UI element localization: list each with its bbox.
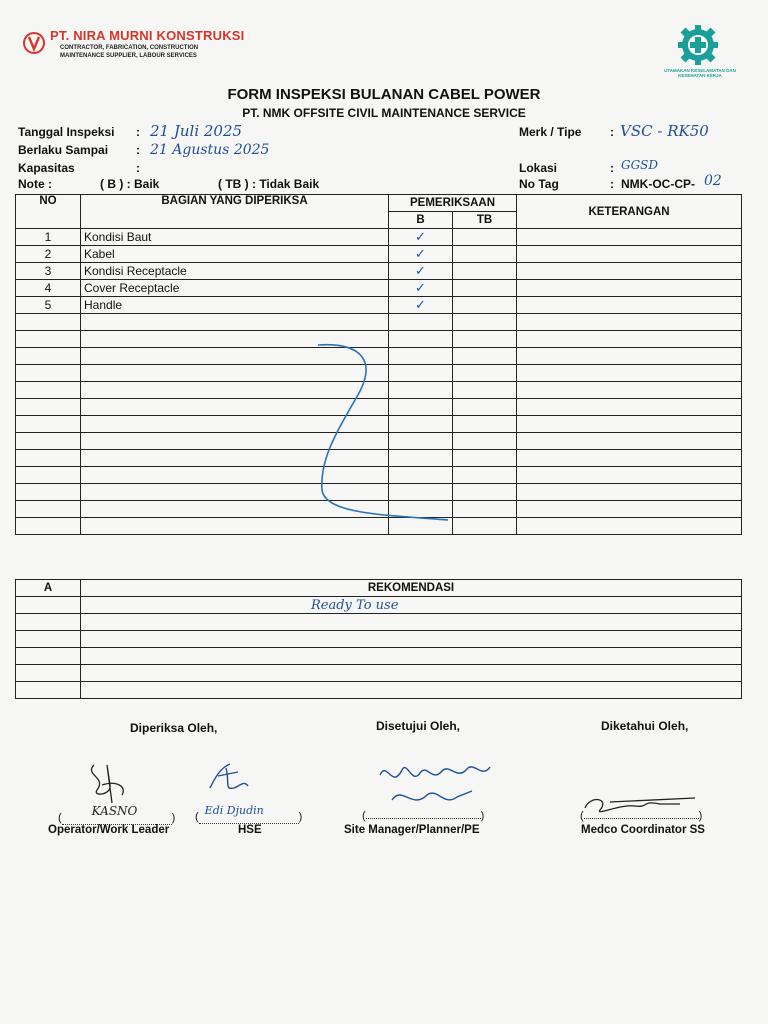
tanggal-label: Tanggal Inspeksi — [18, 125, 115, 139]
operator-name: KASNO — [91, 804, 138, 818]
empty-cell — [16, 450, 81, 467]
col-pemeriksaan-header: PEMERIKSAAN — [389, 195, 517, 212]
merk-label: Merk / Tipe — [519, 125, 582, 139]
colon: : — [610, 177, 614, 191]
row-item: Kondisi Receptacle — [81, 263, 389, 280]
row-no: 2 — [16, 246, 81, 263]
row-no: 1 — [16, 229, 81, 246]
empty-cell — [16, 501, 81, 518]
empty-cell — [81, 631, 742, 648]
table-row-empty — [16, 665, 742, 682]
role-medco: Medco Coordinator SS — [581, 824, 705, 836]
empty-cell — [81, 682, 742, 699]
empty-cell — [453, 348, 517, 365]
company-logo-icon — [22, 28, 46, 58]
empty-cell — [16, 665, 81, 682]
colon: : — [136, 161, 140, 175]
empty-cell — [16, 614, 81, 631]
empty-cell — [517, 433, 742, 450]
note-label: Note : — [18, 177, 52, 191]
row-keterangan — [517, 280, 742, 297]
tanggal-value: 21 Juli 2025 — [150, 122, 243, 140]
empty-cell — [517, 484, 742, 501]
company-name: PT. NIRA MURNI KONSTRUKSI — [50, 28, 245, 43]
operator-signature-icon — [82, 755, 142, 810]
colon: : — [136, 125, 140, 139]
col-b-header: B — [389, 212, 453, 229]
empty-cell — [517, 467, 742, 484]
empty-cell — [517, 399, 742, 416]
rekomendasi-cell-a — [16, 597, 81, 614]
form-title: FORM INSPEKSI BULANAN CABEL POWER — [227, 86, 541, 103]
row-no: 4 — [16, 280, 81, 297]
check-mark: ✓ — [389, 263, 453, 280]
empty-cell — [517, 382, 742, 399]
row-tb — [453, 280, 517, 297]
colon: : — [610, 125, 614, 139]
col-no-header: NO — [16, 195, 81, 229]
row-no: 5 — [16, 297, 81, 314]
row-tb — [453, 263, 517, 280]
empty-cell — [16, 484, 81, 501]
empty-cell — [16, 331, 81, 348]
role-site-manager: Site Manager/Planner/PE — [344, 824, 480, 836]
empty-cell — [453, 331, 517, 348]
empty-cell — [16, 518, 81, 535]
empty-cell — [16, 365, 81, 382]
empty-cell — [16, 648, 81, 665]
row-item: Cover Receptacle — [81, 280, 389, 297]
empty-cell — [453, 314, 517, 331]
operator-name-line: ( KASNO ) — [58, 804, 176, 824]
table-row — [16, 263, 742, 280]
form-subtitle: PT. NMK OFFSITE CIVIL MAINTENANCE SERVICE — [242, 106, 526, 120]
row-no: 3 — [16, 263, 81, 280]
empty-cell — [517, 501, 742, 518]
empty-cell — [453, 433, 517, 450]
table-row-empty — [16, 614, 742, 631]
table-row — [16, 597, 742, 614]
role-operator: Operator/Work Leader — [48, 824, 170, 836]
row-tb — [453, 246, 517, 263]
empty-cell — [453, 450, 517, 467]
empty-cell — [81, 314, 389, 331]
row-item: Kabel — [81, 246, 389, 263]
check-mark: ✓ — [389, 297, 453, 314]
company-tagline-2: MAINTENANCE SUPPLIER, LABOUR SERVICES — [60, 53, 197, 59]
row-tb — [453, 297, 517, 314]
rekomendasi-table — [15, 579, 742, 699]
rekomendasi-rows — [16, 597, 742, 699]
empty-cell — [16, 682, 81, 699]
site-manager-signature-icon — [372, 755, 497, 815]
role-hse: HSE — [238, 824, 262, 836]
lokasi-value: GGSD — [621, 158, 659, 172]
empty-cell — [16, 631, 81, 648]
empty-cell — [453, 399, 517, 416]
kapasitas-label: Kapasitas — [18, 161, 75, 175]
berlaku-value: 21 Agustus 2025 — [150, 142, 270, 158]
table-row-empty — [16, 682, 742, 699]
empty-cell — [453, 365, 517, 382]
k3-gear-cross-icon — [664, 22, 732, 70]
table-row — [16, 297, 742, 314]
merk-value: VSC - RK50 — [620, 122, 709, 140]
note-baik: ( B ) : Baik — [100, 177, 160, 191]
check-mark: ✓ — [389, 229, 453, 246]
berlaku-label: Berlaku Sampai — [18, 143, 109, 157]
colon: : — [610, 161, 614, 175]
row-tb — [453, 229, 517, 246]
col-tb-header: TB — [453, 212, 517, 229]
lokasi-label: Lokasi — [519, 161, 558, 175]
site-manager-name-line: ( ) — [362, 810, 485, 822]
empty-cell — [16, 348, 81, 365]
empty-cell — [16, 314, 81, 331]
handwritten-strike-mark — [300, 340, 460, 530]
empty-cell — [453, 382, 517, 399]
medco-name-line: ( ) — [580, 810, 703, 822]
empty-cell — [517, 365, 742, 382]
rekomendasi-a-header: A — [16, 580, 81, 597]
empty-cell — [453, 501, 517, 518]
table-row-empty — [16, 314, 742, 331]
diketahui-oleh-label: Diketahui Oleh, — [601, 719, 689, 733]
empty-cell — [453, 484, 517, 501]
table-row-empty — [16, 648, 742, 665]
empty-cell — [16, 382, 81, 399]
note-tidak-baik: ( TB ) : Tidak Baik — [218, 177, 320, 191]
notag-prefix: NMK-OC-CP- — [621, 177, 695, 191]
empty-cell — [16, 433, 81, 450]
check-mark: ✓ — [389, 280, 453, 297]
row-item: Kondisi Baut — [81, 229, 389, 246]
table-row — [16, 229, 742, 246]
row-keterangan — [517, 263, 742, 280]
check-mark: ✓ — [389, 246, 453, 263]
col-keterangan-header: KETERANGAN — [517, 195, 742, 229]
rekomendasi-text: Ready To use — [81, 597, 742, 614]
empty-cell — [517, 348, 742, 365]
empty-cell — [517, 314, 742, 331]
rekomendasi-header: REKOMENDASI — [81, 580, 742, 597]
notag-label: No Tag — [519, 177, 559, 191]
hse-name: Edi Djudin — [204, 804, 264, 817]
notag-number: 02 — [704, 173, 722, 189]
empty-cell — [517, 450, 742, 467]
hse-name-line: ( Edi Djudin ) — [195, 804, 303, 823]
disetujui-oleh-label: Disetujui Oleh, — [376, 719, 461, 733]
empty-cell — [81, 648, 742, 665]
empty-cell — [16, 399, 81, 416]
hse-signature-icon — [200, 758, 260, 798]
diperiksa-oleh-label: Diperiksa Oleh, — [130, 721, 218, 735]
empty-cell — [389, 314, 453, 331]
colon: : — [136, 143, 140, 157]
empty-cell — [16, 416, 81, 433]
empty-cell — [453, 467, 517, 484]
row-keterangan — [517, 246, 742, 263]
table-row-empty — [16, 631, 742, 648]
row-item: Handle — [81, 297, 389, 314]
k3-slogan: UTAMAKAN KESELAMATAN DAN KESEHATAN KERJA — [664, 68, 736, 78]
col-bagian-header: BAGIAN YANG DIPERIKSA — [81, 195, 389, 229]
empty-cell — [453, 416, 517, 433]
empty-cell — [16, 467, 81, 484]
empty-cell — [517, 416, 742, 433]
empty-cell — [517, 518, 742, 535]
row-keterangan — [517, 297, 742, 314]
table-row — [16, 280, 742, 297]
empty-cell — [453, 518, 517, 535]
company-tagline-1: CONTRACTOR, FABRICATION, CONSTRUCTION — [60, 45, 199, 51]
row-keterangan — [517, 229, 742, 246]
empty-cell — [81, 614, 742, 631]
table-row — [16, 246, 742, 263]
empty-cell — [517, 331, 742, 348]
empty-cell — [81, 665, 742, 682]
